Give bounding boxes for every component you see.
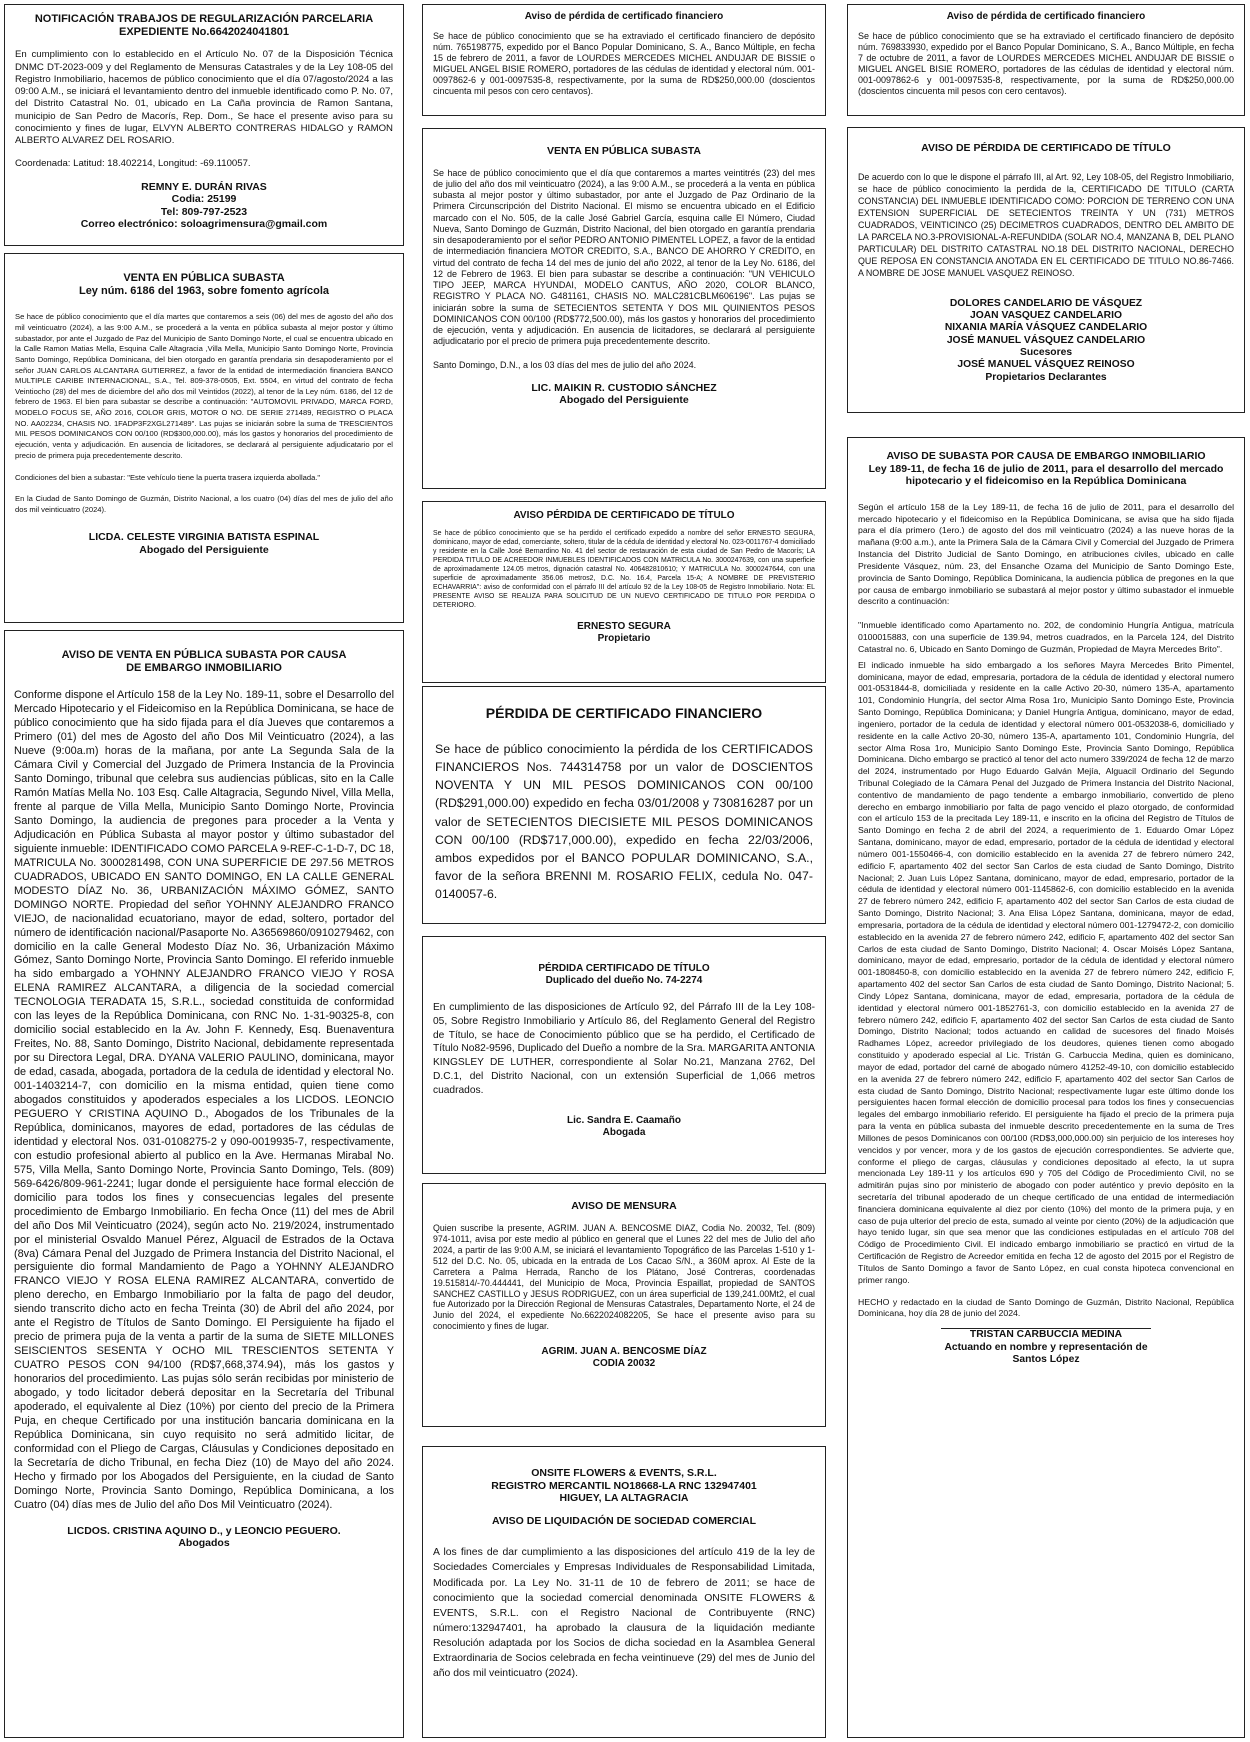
notice-body: En cumplimiento de las disposiciones de Artículo 92, del Párrafo III de la Ley 108-05, Sobre Registro Inmobiliario y Artículo 86, del Reglamento General del Registro de Título, se hace de Conocimiento público que se ha perdido, el Certificado de Título No82-9596, Duplicado del Dueño a nombre de la Sra. MARGARITA ANTONIA KINGSLEY DE LUTHER, correspondiente al Solar No.21, Manzana 2762, Del D.C.1, del Distrito Nacional, con un extensión Superficial de 1,066 metros cuadrados. bbox=[433, 1002, 815, 1096]
notice-title: VENTA EN PÚBLICA SUBASTA Ley núm. 6186 del 1963, sobre fomento agrícola bbox=[78, 272, 330, 298]
notice-signature: LICDA. CELESTE VIRGINIA BATISTA ESPINAL Abogado del Persiguiente bbox=[88, 531, 320, 556]
notice-aviso-perdida-titulo bbox=[847, 127, 1245, 413]
notice-body: Conforme dispone el Artículo 158 de la Ley No. 189-11, sobre el Desarrollo del Mercado Hipotecario y el Fideicomiso en la República Dominicana, se hace de público conocimiento que ha sido fijada para el día Jueves que contaremos a Primero (01) del mes de Agosto del año Dos Mil Veinticuatro (2024), a las Nueve (9:00a.m) horas de la mañana, por ante La Segunda Sala de la Cámara Civil y Comercial del Juzgado de Primera Instancia de la Provincia Santo Domingo, tribunal que celebra sus audiencias públicas, sito en la Calle Ramón Matías Mella No. 103 Esq. Calle Altagracia, Segundo Nivel, Villa Mella, frente al parque de Villa Mella, Municipio Santo Domingo Norte, Provincia Santo Domingo, la audiencia de pregones para proceder a la Venta y Adjudicación en Pública Subasta al mayor postor y último subastador del siguiente inmueble: IDENTIFICADO COMO PARCELA 9-REF-C-1-D-7, DC 18, MATRICULA No. 3000281498, CON UNA SUPERFICIE DE 297.56 METROS CUADRADOS, UBICADO EN SANTO DOMINGO, EN LA CALLE GENERAL MODESTO DÍAZ No. 36, URBANIZACIÓN MÁXIMO GÓMEZ, SANTO DOMINGO NORTE. Propiedad del señor YOHNNY ALEJANDRO FRANCO VIEJO, de nacionalidad ecuatoriano, mayor de edad, soltero, portador del número de identificación nacional/Pasaporte No. A36569860/0910279462, con domicilio en la calle General Modesto Díaz No. 36, Urbanización Máximo Gómez, Santo Domingo Norte, Provincia Santo Domingo. El referido inmueble ha sido embargado a YOHNNY ALEJANDRO FRANCO VIEJO Y ROSA ELENA RAMIREZ ALCANTARA, a diligencia de la sociedad comercial TECNOLOGIA TERADATA 15, S.R.L., sociedad constituida de conformidad con las leyes de la República Dominicana, con RNC No. 1-31-90325-8, con domicilio social establecido en la Av. John F. Kennedy, Esq. Buenaventura Freites, No. 88, Santo Domingo, Distrito Nacional, debidamente representada por su Directora Legal, DRA. DYANA VALERIO PAULINO, dominicana, mayor de edad, casada, abogada, portadora de la cedula de identidad y electoral No. 001-1403214-7, con domicilio en la misma entidad, quien tiene como abogados constituidos y apoderados especiales a los LICDOS. LEONCIO PEGUERO Y CRISTINA AQUINO D., Abogados de los Tribunales de la República, dominicanos, mayores de edad, portadores de las cédulas de identidad y electoral Nos. 031-0108275-2 y 090-0019935-7, respectivamente, con estudio profesional abierto al publico en la Ave. Hermanas Mirabal No. 575, Villa Mella, Santo Domingo Norte, Provincia Santo Domingo, Tels. (809) 569-6426/809-961-2241; lugar donde el persiguiente hace formal elección de domicilio para todos los fines y consecuencias legales del presente procedimiento de Embargo Inmobiliario. En fecha Once (11) del mes de Abril del año Dos Mil Veinticuatro (2024), según acto No. 219/2024, instrumentado por el ministerial Osvaldo Manuel Pérez, Alguacil de Estrados de la Octava (8va) Cámara Penal del Juzgado de Primera Instancia del Distrito Nacional, el persiguiente dio formal Mandamiento de Pago a YOHNNY ALEJANDRO FRANCO VIEJO Y ROSA ELENA RAMIREZ ALCANTARA, convertido de pleno derecho, en Embargo Inmobiliario por la falta de pago del deudor, siendo transcrito dicho acto en fecha Treinta (30) de Abril del año 2024, por ante el Registro de Títulos de Santo Domingo. El Persiguiente ha fijado el precio de primera puja de la venta a partir de la suma de SIETE MILLONES SEISCIENTOS SESENTA Y OCHO MIL TRESCIENTOS SETENTA Y CUATRO PESOS CON 94/100 (RD$7,668,374.94), más los gastos y honorarios del procedimiento. Las pujas sólo serán recibidas por ministerio de abogado, y todo licitador deberá depositar en la Secretaría del Tribunal apoderado, el equivalente al Diez (10%) por ciento del precio de la Primera Puja, en cheque Certificado por una institución bancaria dominicana en la República Dominicana, sin cuyo requisito no será admitido licitar, de conformidad con el Pliego de Cargas, Cláusulas y Condiciones depositado en la Secretaría de dicho Tribunal, en fecha Diez (10) de Mayo del año 2024. Hecho y firmado por los Abogados del Persiguiente, en la ciudad de Santo Domingo Norte, Provincia Santo Domingo, República Dominicana, a los Cuatro (04) días mes de Julio del año Dos Mil Veinticuatro (2024). bbox=[14, 689, 394, 1511]
notice-title: AVISO DE SUBASTA POR CAUSA DE EMBARGO INMOBILIARIO Ley 189-11, de fecha 16 de julio de 2011, para el desarrollo del mercado hipotecario y el fideicomiso en la República Dominicana bbox=[868, 450, 1224, 488]
notice-body: Se hace de público conocimiento que se ha extraviado el certificado financiero de depósito núm. 769833930, expedido por el Banco Popular Dominicano, S. A., Banco Múltiple, en fecha 7 de octubre de 2011, a favor de LOURDES MERCEDES MICHEL ANDUJAR DE BISSIE o MIGUEL ANGEL BISIE ROMERO, portadores de las cédulas de identidad y electoral núm. 001-0097862-6 y 001-0097535-8, respectivamente, por la suma de RD$250,000.00 (doscientos cincuenta mil pesos con cero centavos). bbox=[858, 31, 1234, 96]
notice-paragraph-intro: Según el artículo 158 de la Ley 189-11, de fecha 16 de julio de 2011, para el desarrollo del mercado hipotecario y el fideicomiso en la República Dominicana, se avisa que ha sido fijada para el día primero (1ero.) de agosto del dos mil veinticuatro (2024) a las nueve horas de la mañana (9:00 a.m.), ante la Primera Sala de la Cámara Civil y Comercial del Juzgado de Primera Instancia del Distrito Judicial de Santo Domingo, en atribuciones civiles, ubicado en calle Presidente Vásquez, núm. 23, del Ensanche Ozama del Municipio de Santo Domingo Este, provincia de Santo Domingo, República Dominicana, la audiencia pública de pregones en la que por causa de embargo inmobiliario se subastará al mejor postor y último subastador el inmueble descrito a continuación: bbox=[858, 501, 1234, 607]
notice-signature: REMNY E. DURÁN RIVAS Codia: 25199 Tel: 809-797-2523 Correo electrónico: soloagrimensura@gmail.com bbox=[80, 180, 328, 231]
notice-aviso-subasta-embargo bbox=[847, 437, 1245, 1738]
notice-notificacion-regularizacion bbox=[4, 4, 404, 246]
notice-body: A los fines de dar cumplimiento a las disposiciones del artículo 419 de la ley de Sociedades Comerciales y Empresas Individuales de Responsabilidad Limitada, Modificada por. La Ley No. 31-11 de 10 de febrero de 2011; se hace de conocimiento que la sociedad comercial denominada ONSITE FLOWERS & EVENTS, S.R.L. con el Registro Nacional de Contribuyente (RNC) número:132947401, ha aprobado la clausura de la liquidación mediante Resolución adaptada por los Socios de dicha sociedad en la Asamblea General Extraordinaria de Socios celebrada en fecha veintinueve (29) del mes de Junio del año dos mil veinticuatro (2024). bbox=[433, 1547, 815, 1679]
notice-title: PÉRDIDA DE CERTIFICADO FINANCIERO bbox=[485, 705, 763, 721]
notice-aviso-venta-embargo bbox=[4, 630, 404, 1738]
notice-body: Se hace de público conocimiento que el día martes que contaremos a seis (06) del mes de agosto del año dos mil veinticuatro (2024), a las 9:00 A.M., se procederá a la venta en pública subasta al mejor postor y último subastador, por ante el Juzgado de Paz del Municipio de Santo Domingo Norte, el cual se encuentra ubicado en la Calle Ramon Matias Mella, Esquina Calle Altagracia ,Villa Mella, Municipio Santo Domingo Norte, Provincia Santo Domingo, República Dominicana, del bien otorgado en garantía prendaria sin desapoderamiento por el señor JUAN CARLOS ALCANTARA GUTIERREZ, a favor de la entidad de intermediación financiera BANCO MULTIPLE CARIBE INTERNACIONAL, S.A., Tel. 809-378-0505, Ext. 5504, en virtud del contrato de fecha Veintiocho (28) del mes de diciembre del año dos mil Veintidos (2022), al tenor de la Ley núm. 6186, del 12 de febrero de 1963. El bien para subastar se describe a continuación: "AUTOMOVIL PRIVADO, MARCA FORD, MODELO FOCUS SE, AÑO 2016, COLOR GRIS, MOTOR O NO. DE SERIE 271489, REGISTRO O PLACA NO. AA02234, CHASIS NO. 1FADP3F2XGL271489". Las pujas se iniciarán sobre la suma de TRESCIENTOS MIL PESOS DOMINICANOS CON 00/100 (RD$300,000.00), más los gastos y honorarios del procedimiento de ejecución, venta y adjudicación. En ausencia de licitadores, se declarará al persiguiente adjudicatario por el precio de primera puja precedentemente descrito. bbox=[15, 312, 393, 460]
notice-body: Se hace de público conocimiento que el día que contaremos a martes veintitrés (23) del mes de julio del año dos mil veinticuatro (2024), a las 9:00 A.M., se procederá a la venta en pública subasta al mejor postor y último subastador, por ante el Juzgado de Paz Ordinario de la Primera Circunscripción del Distrito Nacional. El mismo se encuentra ubicado en el Edificio marcado con el No. 505, de la calle José Gabriel García, esquina calle El Número, Ciudad Nueva, Santo Domingo de Guzmán, Distrito Nacional, del bien otorgado en garantía prendaria sin desapoderamiento por el señor PEDRO ANTONIO PIMENTEL LOPEZ, a favor de la entidad de intermediación financiera MOTOR CREDITO, S.A., BANCO DE AHORRO Y CREDITO, en virtud del contrato de fecha 14 del mes de junio del año 2022, al tenor de la Ley No. 6186, del 12 de Febrero de 1963. El bien para subastar se describe a continuación: "UN VEHICULO TIPO JEEP, MARCA HYUNDAI, MODELO CANTUS, AÑO 2020, COLOR BLANCO, REGISTRO Y PLACA NO. G481161, CHASIS NO. MALC281CBLM606196". Las pujas se iniciarán sobre la suma de SETECIENTOS SETENTA Y DOS MIL QUINIENTOS PESOS DOMINICANOS CON 00/100 (RD$772,500.00), más los gastos y honorarios del procedimiento de ejecución, venta y adjudicación. En ausencia de licitadores, se declarará al persiguiente adjudicatario por el precio de primera puja precedentemente descrito. bbox=[433, 167, 815, 347]
notice-signature: Lic. Sandra E. Caamaño Abogada bbox=[567, 1115, 681, 1139]
notice-venta-subasta-2 bbox=[422, 128, 826, 489]
notice-signature: TRISTAN CARBUCCIA MEDINA Actuando en nombre y representación de Santos López bbox=[944, 1329, 1148, 1365]
notice-title: AVISO DE MENSURA bbox=[571, 1200, 677, 1212]
notice-place-date: En la Ciudad de Santo Domingo de Guzmán, Distrito Nacional, a los cuatro (04) días del mes de julio del año dos mil veinticuatro (2024). bbox=[15, 494, 393, 514]
notice-body: Se hace de público conocimiento que se ha extraviado el certificado financiero de depósito núm. 765198775, expedido por el Banco Popular Dominicano, S. A., Banco Múltiple, en fecha 15 de febrero de 2011, a favor de LOURDES MERCEDES MICHEL ANDUJAR DE BISSIE o MIGUEL ANGEL BISIE ROMERO, portadores de las cédulas de identidad y electoral núm. 001-0097862-6 y 001-0097535-8, respectivamente, por la suma de RD$250,000.00 (doscientos cincuenta mil pesos con cero centavos). bbox=[433, 31, 815, 96]
notice-aviso-mensura bbox=[422, 1183, 826, 1427]
notice-perdida-certificado-2 bbox=[847, 4, 1245, 116]
notice-title: PÉRDIDA CERTIFICADO DE TÍTULO Duplicado del dueño No. 74-2274 bbox=[538, 963, 710, 986]
notice-paragraph-closing: HECHO y redactado en la ciudad de Santo Domingo de Guzmán, Distrito Nacional, República Dominicana, hoy día 28 de junio del 2024. bbox=[858, 1296, 1234, 1319]
notice-title: AVISO DE LIQUIDACIÓN DE SOCIEDAD COMERCIAL bbox=[491, 1514, 757, 1527]
notice-venta-subasta-6186 bbox=[4, 253, 404, 623]
notice-conditions: Condiciones del bien a subastar: "Este vehículo tiene la puerta trasera izquierda abollada." bbox=[15, 473, 321, 483]
notice-title: AVISO DE PÉRDIDA DE CERTIFICADO DE TÍTULO bbox=[921, 142, 1171, 154]
notice-perdida-titulo bbox=[422, 501, 826, 683]
notice-body: Se hace de público conocimiento que se ha perdido el certificado expedido a nombre del señor ERNESTO SEGURA, dominicano, mayor de edad, comerciante, soltero, titular de la cédula de identidad y electoral No. 023-0011767-4 domiciliado y residente en la Calle José Bernardino No. 41 del sector de restauración de esta ciudad de San Pedro de Macorís; LA PERDIDA TITULO DE ACREEDOR INMUEBLES IDENTIFICADOS CON MATRICULA No. 3000247639, con una superficie de aproximadamente 124.05 metros, dignación catastral No. 406482810610; Y MATRICULA No. 3000247644, con una superficie de aproximadamente 356.06 metros2, D.C. No. 16.4, Parcela 15-A; A NOMBRE DE PREVISTERIO ECHAVARRIA": aviso de conformidad con el párrafo III del artículo 92 de la Ley 108-05 de Registro Inmobiliario. Nota: EL PRESENTE AVISO SE REALIZA PARA SOLICITUD DE UN NUEVO CERTIFICADO DE TITULO POR PERDIDA O DETERIORO. bbox=[433, 530, 815, 609]
notice-title: AVISO PÉRDIDA DE CERTIFICADO DE TÍTULO bbox=[513, 510, 735, 521]
notice-signature: ERNESTO SEGURA Propietario bbox=[577, 620, 671, 644]
notice-body: En cumplimiento con lo establecido en el Artículo No. 07 de la Disposición Técnica DNMC DT-2023-009 y del Reglamento de Mensuras Catastrales y de la Ley 108-05 del Registro Inmobiliario, hacemos de público conocimiento que el día 07/agosto/2024 a las 09:00 A.M., se iniciará el levantamiento dentro del inmueble identificado como P. No. 07, del Distrito Catastral No. 01, ubicado en La Caña provincia de Ramon Santana, municipio de San Pedro de Macorís, Rep. Dom., Se hace el presente aviso para su conocimiento y fines de lugar, ELVYN ALBERTO CONTRERAS HIDALGO y RAMON ALBERTO ALVAREZ DEL ROSARIO. bbox=[15, 49, 393, 147]
notice-perdida-certificado-1 bbox=[422, 4, 826, 116]
notice-signature: LIC. MAIKIN R. CUSTODIO SÁNCHEZ Abogado del Persiguiente bbox=[531, 381, 717, 407]
notice-perdida-certificado-titulo-duplicado bbox=[422, 936, 826, 1174]
notice-perdida-certificado-financiero bbox=[422, 686, 826, 924]
notice-title: NOTIFICACIÓN TRABAJOS DE REGULARIZACIÓN PARCELARIA EXPEDIENTE No.6642024041801 bbox=[34, 13, 374, 39]
notice-signature: AGRIM. JUAN A. BENCOSME DÍAZ CODIA 20032 bbox=[541, 1346, 707, 1370]
notice-coordinates: Coordenada: Latitud: 18.402214, Longitud: -69.110057. bbox=[15, 157, 251, 169]
notice-body: De acuerdo con lo que le dispone el párrafo III, al Art. 92, Ley 108-05, del Registro Inmobiliario, se hace de público conocimiento la perdida de la, CERTIFICADO DE TITULO (CARTA CONSTANCIA) DEL INMUEBLE IDENTIFICADO COMO: PORCION DE TERRENO CON UNA EXTENSION SUPERFICIAL DE SETECIENTOS TREINTA Y UN (731) METROS CUADRADOS, VEINTICINCO (25) DECIMETROS CUADRADOS, DENTRO DEL AMBITO DE LA PARCELA NO.3-PROVISIONAL-A-REFUNDIDA (SOLAR NO.4, MANZANA B, DEL PLANO PARTICULAR) DEL DISTRITO CATASTRAL NO.18 DEL DISTRITO NACIONAL, DERECHO QUE REPOSA EN CONSTANCIA ANOTADA EN EL CERTIFICADO DE TITULO NO.86-7466. A NOMBRE DE JOSE MANUEL VASQUEZ REINOSO. bbox=[858, 171, 1234, 279]
notice-body: Se hace de público conocimiento la pérdida de los CERTIFICADOS FINANCIEROS Nos. 744314758 por un valor de DOSCIENTOS NOVENTA Y UN MIL PESOS DOMINICANOS CON 00/100 (RD$291,000.00) expedido en fecha 03/01/2008 y 730816287 por un valor de SETECIENTOS DIECISIETE MIL PESOS DOMINICANOS CON 00/100 (RD$717,000.00), expedido en fecha 22/03/2006, ambos expedidos por el BANCO POPULAR DOMINICANO, S.A., favor de la señora BRENNI M. ROSARIO FELIX, cedula No. 047-0140057-6. bbox=[435, 741, 813, 902]
notice-paragraph-details: El indicado inmueble ha sido embargado a los señores Mayra Mercedes Brito Pimentel, dominicana, mayor de edad, empresaria, portadora de la cédula de identidad y electoral numero 001-0531844-8, domiciliada y residente en la calle Activo 20-30, número 135-A, apartamento 101, Condominio Hungría, del sector Alma Rosa 1ro, Municipio Santo Domingo Este, Provincia Santo Domingo, República Dominicana; y Daniel Hungría Antigua, dominicano, mayor de edad, ingeniero, portador de la cedula de identidad y electoral número 001-0532038-6, domiciliado y residente en la calle Activo 20-30, número 135-A, apartamento 101, Condominio Hungría, del sector Alma Rosa 1ro, Municipio Santo Domingo Este, Provincia Santo Domingo, República Dominicana. Dicho embargo se practicó al tenor del acto numero 339/2024 de fecha 12 de marzo del 2024, instrumentado por Hugo Eduardo Galván Mejía, Alguacil Ordinario del Segundo Tribunal Colegiado de la Cámara Penal del Juzgado de Primera Instancia del Distrito Nacional, contentivo de mandamiento de pago tendente a embargo inmobiliario, convertido de pleno derecho en embargo inmobiliario por falta de pago vencido el plazo otorgado, de conformidad con el artículo 153 de la precitada Ley 189-11, e inscrito en la oficina del Registro de Títulos de Santo Domingo en fecha 2 de abril del 2024, a requerimiento de 1. Eduardo Omar López Santana, dominicano, mayor de edad, empresario, portador de la cédula de identidad y electoral número 001-1550466-4, con domicilio establecido en la avenida 27 de febrero número 242, edificio F, apartamento 402 del sector San Carlos de esta ciudad de Santo Domingo, Distrito Nacional; 2. Juan Luis López Santana, dominicano, mayor de edad, empresario, portador de la cédula de identidad y electoral número 001-1145862-6, con domicilio establecido en la avenida 27 de febrero número 242, edificio F, apartamento 402 del sector San Carlos de esta ciudad de Santo Domingo, Distrito Nacional; 3. Ana Elisa López Santana, dominicana, mayor de edad, empresaria, portadora de la cédula de identidad y electoral número 001-1279472-2, con domicilio establecido en la avenida 27 de febrero número 242, edificio F, apartamento 402 del sector San Carlos de esta ciudad de Santo Domingo, Distrito Nacional; 4. Oscar Moisés López Santana, dominicano, mayor de edad, empresario, portador de la cédula de identidad y electoral número 001-1808450-8, con domicilio establecido en la avenida 27 de febrero número 242, edificio F, apartamento 402 del sector San Carlos de esta ciudad de Santo Domingo, Distrito Nacional; 5. Cindy López Santana, dominicana, mayor de edad, empresaria, portadora de la cédula de identidad y electoral número 001-1852761-3, con domicilio establecido en la avenida 27 de febrero número 242, edificio F, apartamento 402 del sector San Carlos de esta ciudad de Santo Domingo, Distrito Nacional; todos actuando en calidad de sucesores del finado Moisés Radhames López, acreedor privilegiado de los deudores, quienes tienen como abogado constituido y apoderado especial al Lic. Tristán G. Carbuccia Medina, quien es dominicano, mayor de edad, portador del carné de abogado número 41252-49-10, con domicilio establecido en la avenida 27 de febrero número 242, edificio F, apartamento 402 del sector San Carlos de esta ciudad de Santo Domingo, Distrito Nacional; respectivamente lugar este último donde los persiguientes hacen formal elección de domicilio procesal para todos los fines y consecuencias legales del embargo inmobiliario referido. El persiguiente ha fijado el precio de la primera puja para la venta en pública subasta del inmueble descrito precedentemente en la suma de Tres Millones de pesos Dominicanos con 00/100 (RD$3,000,000.00) sin perjuicio de los intereses hoy vencidos y por vencer, mora y de los gastos de ejecución correspondientes. Se advierte que, conforme el pliego de cargas, cláusulas y condiciones depositado al efecto, la ut supra mencionada Ley 189-11 y los artículos 690 y 705 del Código de Procedimiento Civil, no se admitirán pujas sino por ministerio de abogado con poder auténtico y previo depósito en la secretaría del tribunal apoderado de un cheque certificado de una entidad de intermediación financiera dominicana equivalente al diez por ciento (10%) del monto de la primera puja, y en caso de puja ulterior del precio de esta, sumado al veinte por ciento (20%) de la adjudicación que hayo tenido lugar, sin que sea menor que las condiciones estipuladas en el artículo 708 del Código de Procedimiento Civil. El indicado embargo inmobiliario se practicó en virtud de la Certificación de Registro de Acreedor emitida en fecha 12 de agosto del 2015 por el Registro de Títulos de Santo Domingo a favor de Santo López, en cual consta hipoteca convencional en primer rango. bbox=[858, 659, 1234, 1285]
notice-place-date: Santo Domingo, D.N., a los 03 días del mes de julio del año 2024. bbox=[433, 359, 697, 370]
notice-title: VENTA EN PÚBLICA SUBASTA bbox=[546, 145, 701, 157]
notice-signature: DOLORES CANDELARIO DE VÁSQUEZ JOAN VASQUEZ CANDELARIO NIXANIA MARÍA VÁSQUEZ CANDELARIO JOSÉ MANUEL VÁSQUEZ CANDELARIO Sucesores JOSÉ MANUEL VÁSQUEZ REINOSO Propietarios Declarantes bbox=[944, 297, 1148, 383]
notice-paragraph-property: "Inmueble identificado como Apartamento no. 202, de condominio Hungría Antigua, matrícula 0100015883, con una superficie de 139.94, metros cuadrados, en la Parcela 124, del Distrito Catastral no. 6, Ubicado en Santo Domingo de Guzmán, Propiedad de Mayra Mercedes Brito". bbox=[858, 620, 1234, 654]
notice-title: Aviso de pérdida de certificado financiero bbox=[946, 11, 1146, 22]
notice-body: Quien suscribe la presente, AGRIM. JUAN A. BENCOSME DIAZ, Codia No. 20032, Tel. (809) 974-1011, avisa por este medio al público en general que el Lunes 22 del mes de Julio del año 2024, a partir de las 9:00 A.M, se iniciará el levantamiento Topográfico de las Parcelas 1-510 y 1-512 del D.C. No. 05, ubicada en la entrada de Los Cacao S/N., a 360M aprox. Al Este de la Carretera a Palma Herrada, Rancho de los Plátano, José Contreras, coordenadas 19.515814/-70.444441, del Municipio de Moca, Provincia Espaillat, propiedad de SANTOS SANCHEZ CASTILLO y JESUS RODRIGUEZ, con un área superficial de 139,241.00Mt2, el cual fue Autorizado por la Dirección Regional de Mensuras Catastrales, Departamento Norte, el 24 de Junio del 2024, el expediente No.6622024082205, Se hace el presente aviso para su conocimiento y fines de lugar. bbox=[433, 1222, 815, 1332]
notice-onsite-liquidacion bbox=[422, 1446, 826, 1738]
notice-company-header: ONSITE FLOWERS & EVENTS, S.R.L. REGISTRO MERCANTIL NO18668-LA RNC 132947401 HIGUEY, LA ALTAGRACIA bbox=[491, 1467, 757, 1505]
notice-title: Aviso de pérdida de certificado financiero bbox=[524, 11, 724, 22]
notice-title: AVISO DE VENTA EN PÚBLICA SUBASTA POR CAUSA DE EMBARGO INMOBILIARIO bbox=[61, 649, 347, 675]
notice-signature: LICDOS. CRISTINA AQUINO D., y LEONCIO PEGUERO. Abogados bbox=[67, 1524, 341, 1550]
